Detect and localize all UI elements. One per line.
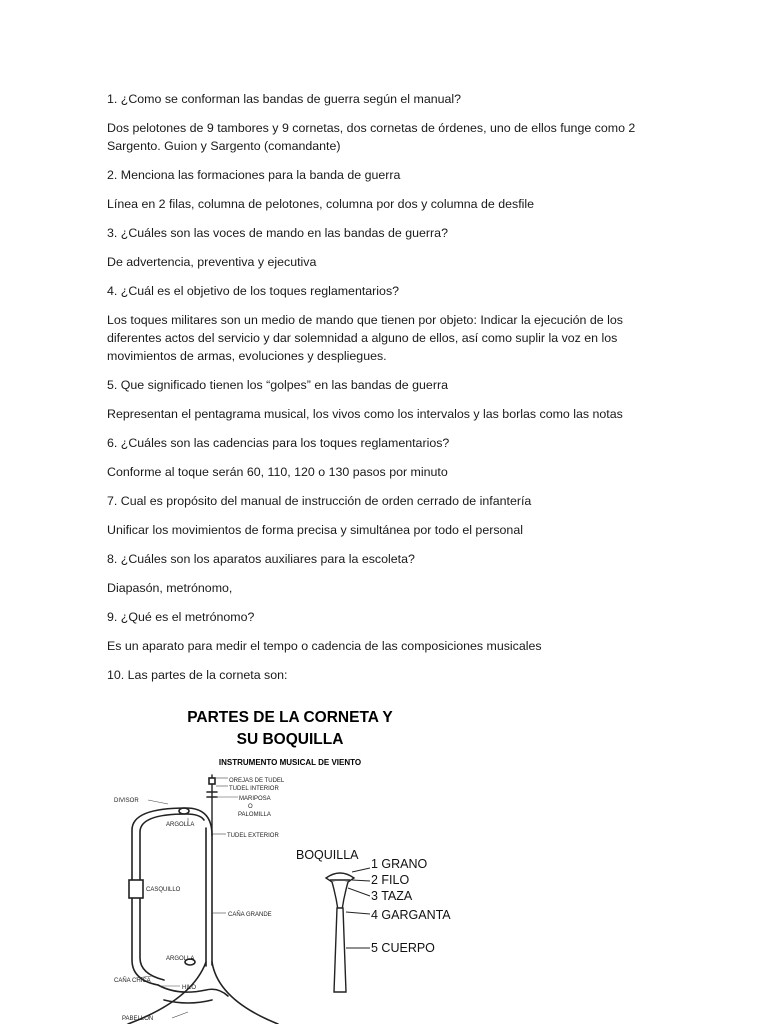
label-boquilla-part-2: 2 FILO xyxy=(371,873,410,887)
answer-3: De advertencia, preventiva y ejecutiva xyxy=(107,255,317,269)
figure-title-line1: PARTES DE LA CORNETA Y xyxy=(187,709,393,726)
question-2: 2. Menciona las formaciones para la banda de guerra xyxy=(107,168,401,182)
label-casquillo: CASQUILLO xyxy=(146,887,181,893)
label-boquilla-part-5: 5 CUERPO xyxy=(371,941,435,955)
answer-1: Dos pelotones de 9 tambores y 9 cornetas, dos cornetas de órdenes, uno de ellos funge como 2 Sargento. Guion y Sargento (comandante) xyxy=(107,121,636,153)
label-cana-grande: CAÑA GRANDE xyxy=(228,912,272,918)
question-3: 3. ¿Cuáles son las voces de mando en las bandas de guerra? xyxy=(107,226,448,240)
figure-subtitle: INSTRUMENTO MUSICAL DE VIENTO xyxy=(218,758,362,767)
label-palomilla: PALOMILLA xyxy=(238,812,271,818)
document-body xyxy=(107,90,667,695)
question-8: 8. ¿Cuáles son los aparatos auxiliares para la escoleta? xyxy=(107,552,415,566)
answer-8: Diapasón, metrónomo, xyxy=(107,581,233,595)
cornet-diagram xyxy=(108,700,468,1024)
answer-9: Es un aparato para medir el tempo o cadencia de las composiciones musicales xyxy=(107,639,542,653)
question-6: 6. ¿Cuáles son las cadencias para los toques reglamentarios? xyxy=(107,436,450,450)
label-mariposa: MARIPOSA xyxy=(239,796,271,802)
label-argolla-top: ARGOLLA xyxy=(166,822,195,828)
mouthpiece-labels xyxy=(296,848,451,955)
label-o: O xyxy=(248,804,253,810)
label-boquilla-part-1: 1 GRANO xyxy=(371,857,428,871)
question-1: 1. ¿Como se conforman las bandas de guerra según el manual? xyxy=(107,92,462,106)
label-tudel-exterior: TUDEL EXTERIOR xyxy=(227,833,279,839)
label-argolla-bottom: ARGOLLA xyxy=(166,956,195,962)
label-hilo: HILO xyxy=(182,985,197,991)
question-7: 7. Cual es propósito del manual de instrucción de orden cerrado de infantería xyxy=(107,494,532,508)
answer-7: Unificar los movimientos de forma precisa y simultánea por todo el personal xyxy=(107,523,523,537)
label-divisor: DIVISOR xyxy=(114,798,139,804)
label-cana-chica: CAÑA CHICA xyxy=(114,978,151,984)
question-9: 9. ¿Qué es el metrónomo? xyxy=(107,610,255,624)
answer-2: Línea en 2 filas, columna de pelotones, columna por dos y columna de desfile xyxy=(107,197,535,211)
cornet-parts-figure xyxy=(108,700,468,1024)
answer-5: Representan el pentagrama musical, los vivos como los intervalos y las borlas como las notas xyxy=(107,407,623,421)
question-5: 5. Que significado tienen los “golpes” en las bandas de guerra xyxy=(107,378,448,392)
label-boquilla: BOQUILLA xyxy=(296,848,359,862)
question-4: 4. ¿Cuál es el objetivo de los toques reglamentarios? xyxy=(107,284,400,298)
label-boquilla-part-4: 4 GARGANTA xyxy=(371,908,451,922)
label-tudel-interior: TUDEL INTERIOR xyxy=(229,786,279,792)
answer-6: Conforme al toque serán 60, 110, 120 o 130 pasos por minuto xyxy=(107,465,448,479)
answer-4: Los toques militares son un medio de mando que tienen por objeto: Indicar la ejecución de los diferentes actos del servicio y dar solemnidad a alguno de ellos, así como suplir la voz en los movimientos de armas, evoluciones y despliegues. xyxy=(107,313,623,363)
question-10: 10. Las partes de la corneta son: xyxy=(107,668,288,682)
label-orejas-tudel: OREJAS DE TUDEL xyxy=(229,778,285,784)
label-boquilla-part-3: 3 TAZA xyxy=(371,889,413,903)
label-pabellon: PABELLON xyxy=(122,1016,154,1022)
figure-title-line2: SU BOQUILLA xyxy=(236,731,344,748)
mouthpiece-drawing xyxy=(326,873,354,992)
